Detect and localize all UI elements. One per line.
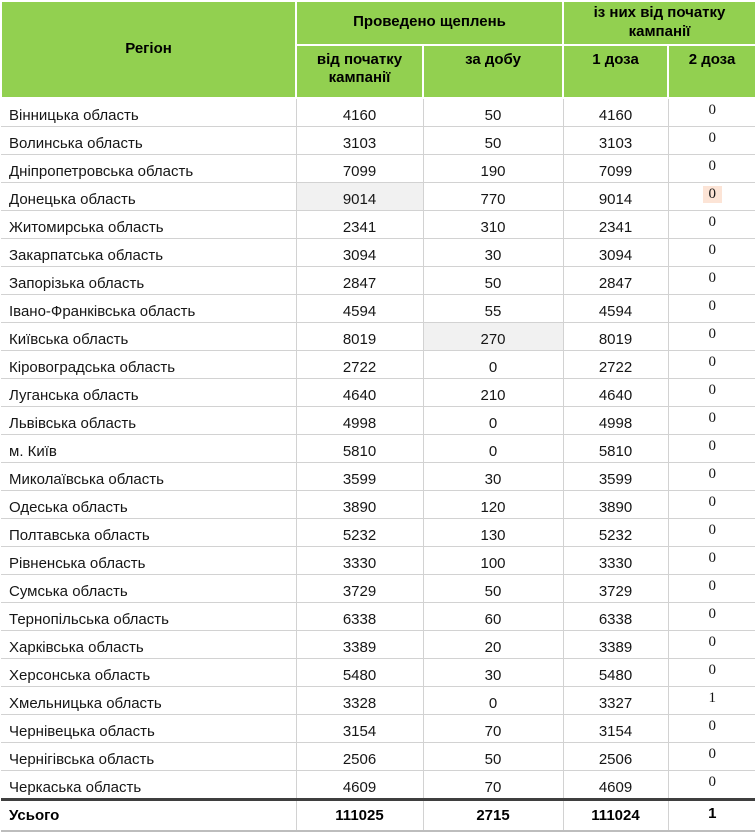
table-row [1,294,755,322]
table-row [1,126,755,154]
table-header [1,1,755,98]
per-day-cell: 120 [423,490,563,518]
region-cell: Полтавська область [1,518,296,546]
dose1-cell: 3327 [563,686,668,714]
per-day-cell: 30 [423,658,563,686]
dose1-cell: 3094 [563,238,668,266]
region-cell: Волинська область [1,126,296,154]
dose1-cell: 2506 [563,742,668,770]
dose1-cell: 3599 [563,462,668,490]
region-cell: Тернопільська область [1,602,296,630]
table-row [1,266,755,294]
since-campaign-cell: 2341 [296,210,423,238]
col-header-region: Регіон [1,1,296,98]
table-row [1,154,755,182]
dose2-cell: 0 [668,574,755,602]
since-campaign-cell: 3890 [296,490,423,518]
dose2-cell: 0 [668,378,755,406]
since-campaign-cell: 3389 [296,630,423,658]
per-day-cell: 50 [423,266,563,294]
dose2-cell: 0 [668,462,755,490]
per-day-cell: 30 [423,238,563,266]
dose2-cell: 0 [668,406,755,434]
total-since-campaign-cell: 111025 [296,799,423,831]
dose1-cell: 3389 [563,630,668,658]
col-group-campaign: із них від початку кампанії [563,1,755,45]
dose1-cell: 7099 [563,154,668,182]
dose1-cell: 3154 [563,714,668,742]
total-label: Усього [1,799,296,831]
since-campaign-cell: 2506 [296,742,423,770]
region-cell: Херсонська область [1,658,296,686]
dose2-cell: 0 [668,490,755,518]
since-campaign-cell: 4609 [296,770,423,799]
col-group-vaccinations: Проведено щеплень [296,1,563,45]
region-cell: Львівська область [1,406,296,434]
dose1-cell: 5810 [563,434,668,462]
table-row [1,490,755,518]
table-row [1,714,755,742]
region-cell: Запорізька область [1,266,296,294]
table-row [1,350,755,378]
dose2-cell: 0 [668,546,755,574]
table-row [1,742,755,770]
since-campaign-cell: 4998 [296,406,423,434]
per-day-cell: 60 [423,602,563,630]
per-day-cell: 0 [423,350,563,378]
region-cell: м. Київ [1,434,296,462]
since-campaign-cell: 4640 [296,378,423,406]
dose1-cell: 3890 [563,490,668,518]
dose2-cell: 0 [668,294,755,322]
per-day-cell: 100 [423,546,563,574]
dose1-cell: 8019 [563,322,668,350]
region-cell: Хмельницька область [1,686,296,714]
dose1-cell: 5232 [563,518,668,546]
per-day-cell: 0 [423,686,563,714]
dose2-cell: 0 [668,322,755,350]
col-header-dose2: 2 доза [668,45,755,98]
region-cell: Миколаївська область [1,462,296,490]
since-campaign-cell: 3729 [296,574,423,602]
dose2-cell: 0 [668,238,755,266]
per-day-cell: 210 [423,378,563,406]
col-header-per-day: за добу [423,45,563,98]
dose2-cell: 1 [668,686,755,714]
dose1-cell: 4609 [563,770,668,799]
table-row [1,210,755,238]
since-campaign-cell: 2847 [296,266,423,294]
region-cell: Київська область [1,322,296,350]
region-cell: Луганська область [1,378,296,406]
region-cell: Закарпатська область [1,238,296,266]
table-row [1,434,755,462]
per-day-cell: 70 [423,714,563,742]
since-campaign-cell: 3094 [296,238,423,266]
dose2-cell: 0 [668,742,755,770]
dose1-cell: 2847 [563,266,668,294]
since-campaign-cell: 2722 [296,350,423,378]
dose2-cell: 0 [668,210,755,238]
dose2-cell: 0 [668,714,755,742]
dose2-cell: 0 [668,518,755,546]
since-campaign-cell: 3599 [296,462,423,490]
region-cell: Чернівецька область [1,714,296,742]
table-row [1,378,755,406]
region-cell: Івано-Франківська область [1,294,296,322]
table-row [1,546,755,574]
table-row [1,462,755,490]
per-day-cell: 50 [423,98,563,127]
dose1-cell: 9014 [563,182,668,210]
per-day-cell: 270 [423,322,563,350]
dose1-cell: 4998 [563,406,668,434]
table-body [1,98,755,800]
dose2-cell: 0 [668,350,755,378]
region-cell: Житомирська область [1,210,296,238]
dose1-cell: 2341 [563,210,668,238]
per-day-cell: 310 [423,210,563,238]
dose2-cell: 0 [668,630,755,658]
dose2-cell: 0 [668,154,755,182]
table-row [1,770,755,799]
since-campaign-cell: 3330 [296,546,423,574]
since-campaign-cell: 3328 [296,686,423,714]
per-day-cell: 0 [423,434,563,462]
per-day-cell: 30 [423,462,563,490]
dose2-cell [668,182,755,210]
dose2-cell: 0 [668,126,755,154]
dose2-cell: 0 [668,658,755,686]
since-campaign-cell: 8019 [296,322,423,350]
table-row [1,406,755,434]
since-campaign-cell: 4160 [296,98,423,127]
per-day-cell: 55 [423,294,563,322]
dose2-cell: 0 [668,770,755,799]
since-campaign-cell: 9014 [296,182,423,210]
total-dose2-cell: 1 [668,799,755,831]
since-campaign-cell: 6338 [296,602,423,630]
dose2-cell: 0 [668,602,755,630]
per-day-cell: 50 [423,126,563,154]
region-cell: Сумська область [1,574,296,602]
table-row [1,98,755,127]
per-day-cell: 190 [423,154,563,182]
since-campaign-cell: 5232 [296,518,423,546]
dose1-cell: 2722 [563,350,668,378]
dose1-cell: 5480 [563,658,668,686]
dose1-cell: 4640 [563,378,668,406]
per-day-cell: 70 [423,770,563,799]
per-day-cell: 50 [423,574,563,602]
region-cell: Кіровоградська область [1,350,296,378]
region-cell: Харківська область [1,630,296,658]
dose2-cell: 0 [668,98,755,127]
region-cell: Донецька область [1,182,296,210]
table-row [1,322,755,350]
dose1-cell: 3729 [563,574,668,602]
table-row [1,686,755,714]
per-day-cell: 130 [423,518,563,546]
table-row [1,630,755,658]
since-campaign-cell: 5480 [296,658,423,686]
table-row [1,658,755,686]
per-day-cell: 50 [423,742,563,770]
table-row [1,518,755,546]
total-dose1-cell: 111024 [563,799,668,831]
dose2-cell: 0 [668,434,755,462]
region-cell: Вінницька область [1,98,296,127]
region-cell: Черкаська область [1,770,296,799]
dose1-cell: 3330 [563,546,668,574]
col-header-dose1: 1 доза [563,45,668,98]
highlighted-value: 0 [703,186,723,203]
dose1-cell: 4160 [563,98,668,127]
total-per-day-cell: 2715 [423,799,563,831]
since-campaign-cell: 4594 [296,294,423,322]
table-footer [1,799,755,831]
table-row [1,574,755,602]
since-campaign-cell: 7099 [296,154,423,182]
table-row [1,602,755,630]
region-cell: Чернігівська область [1,742,296,770]
region-cell: Рівненська область [1,546,296,574]
since-campaign-cell: 5810 [296,434,423,462]
dose1-cell: 6338 [563,602,668,630]
per-day-cell: 20 [423,630,563,658]
per-day-cell: 770 [423,182,563,210]
col-header-since-campaign: від початку кампанії [296,45,423,98]
per-day-cell: 0 [423,406,563,434]
dose1-cell: 3103 [563,126,668,154]
dose2-cell: 0 [668,266,755,294]
since-campaign-cell: 3154 [296,714,423,742]
table-row [1,238,755,266]
since-campaign-cell: 3103 [296,126,423,154]
dose1-cell: 4594 [563,294,668,322]
region-cell: Дніпропетровська область [1,154,296,182]
region-cell: Одеська область [1,490,296,518]
table-row [1,182,755,210]
total-row [1,799,755,831]
